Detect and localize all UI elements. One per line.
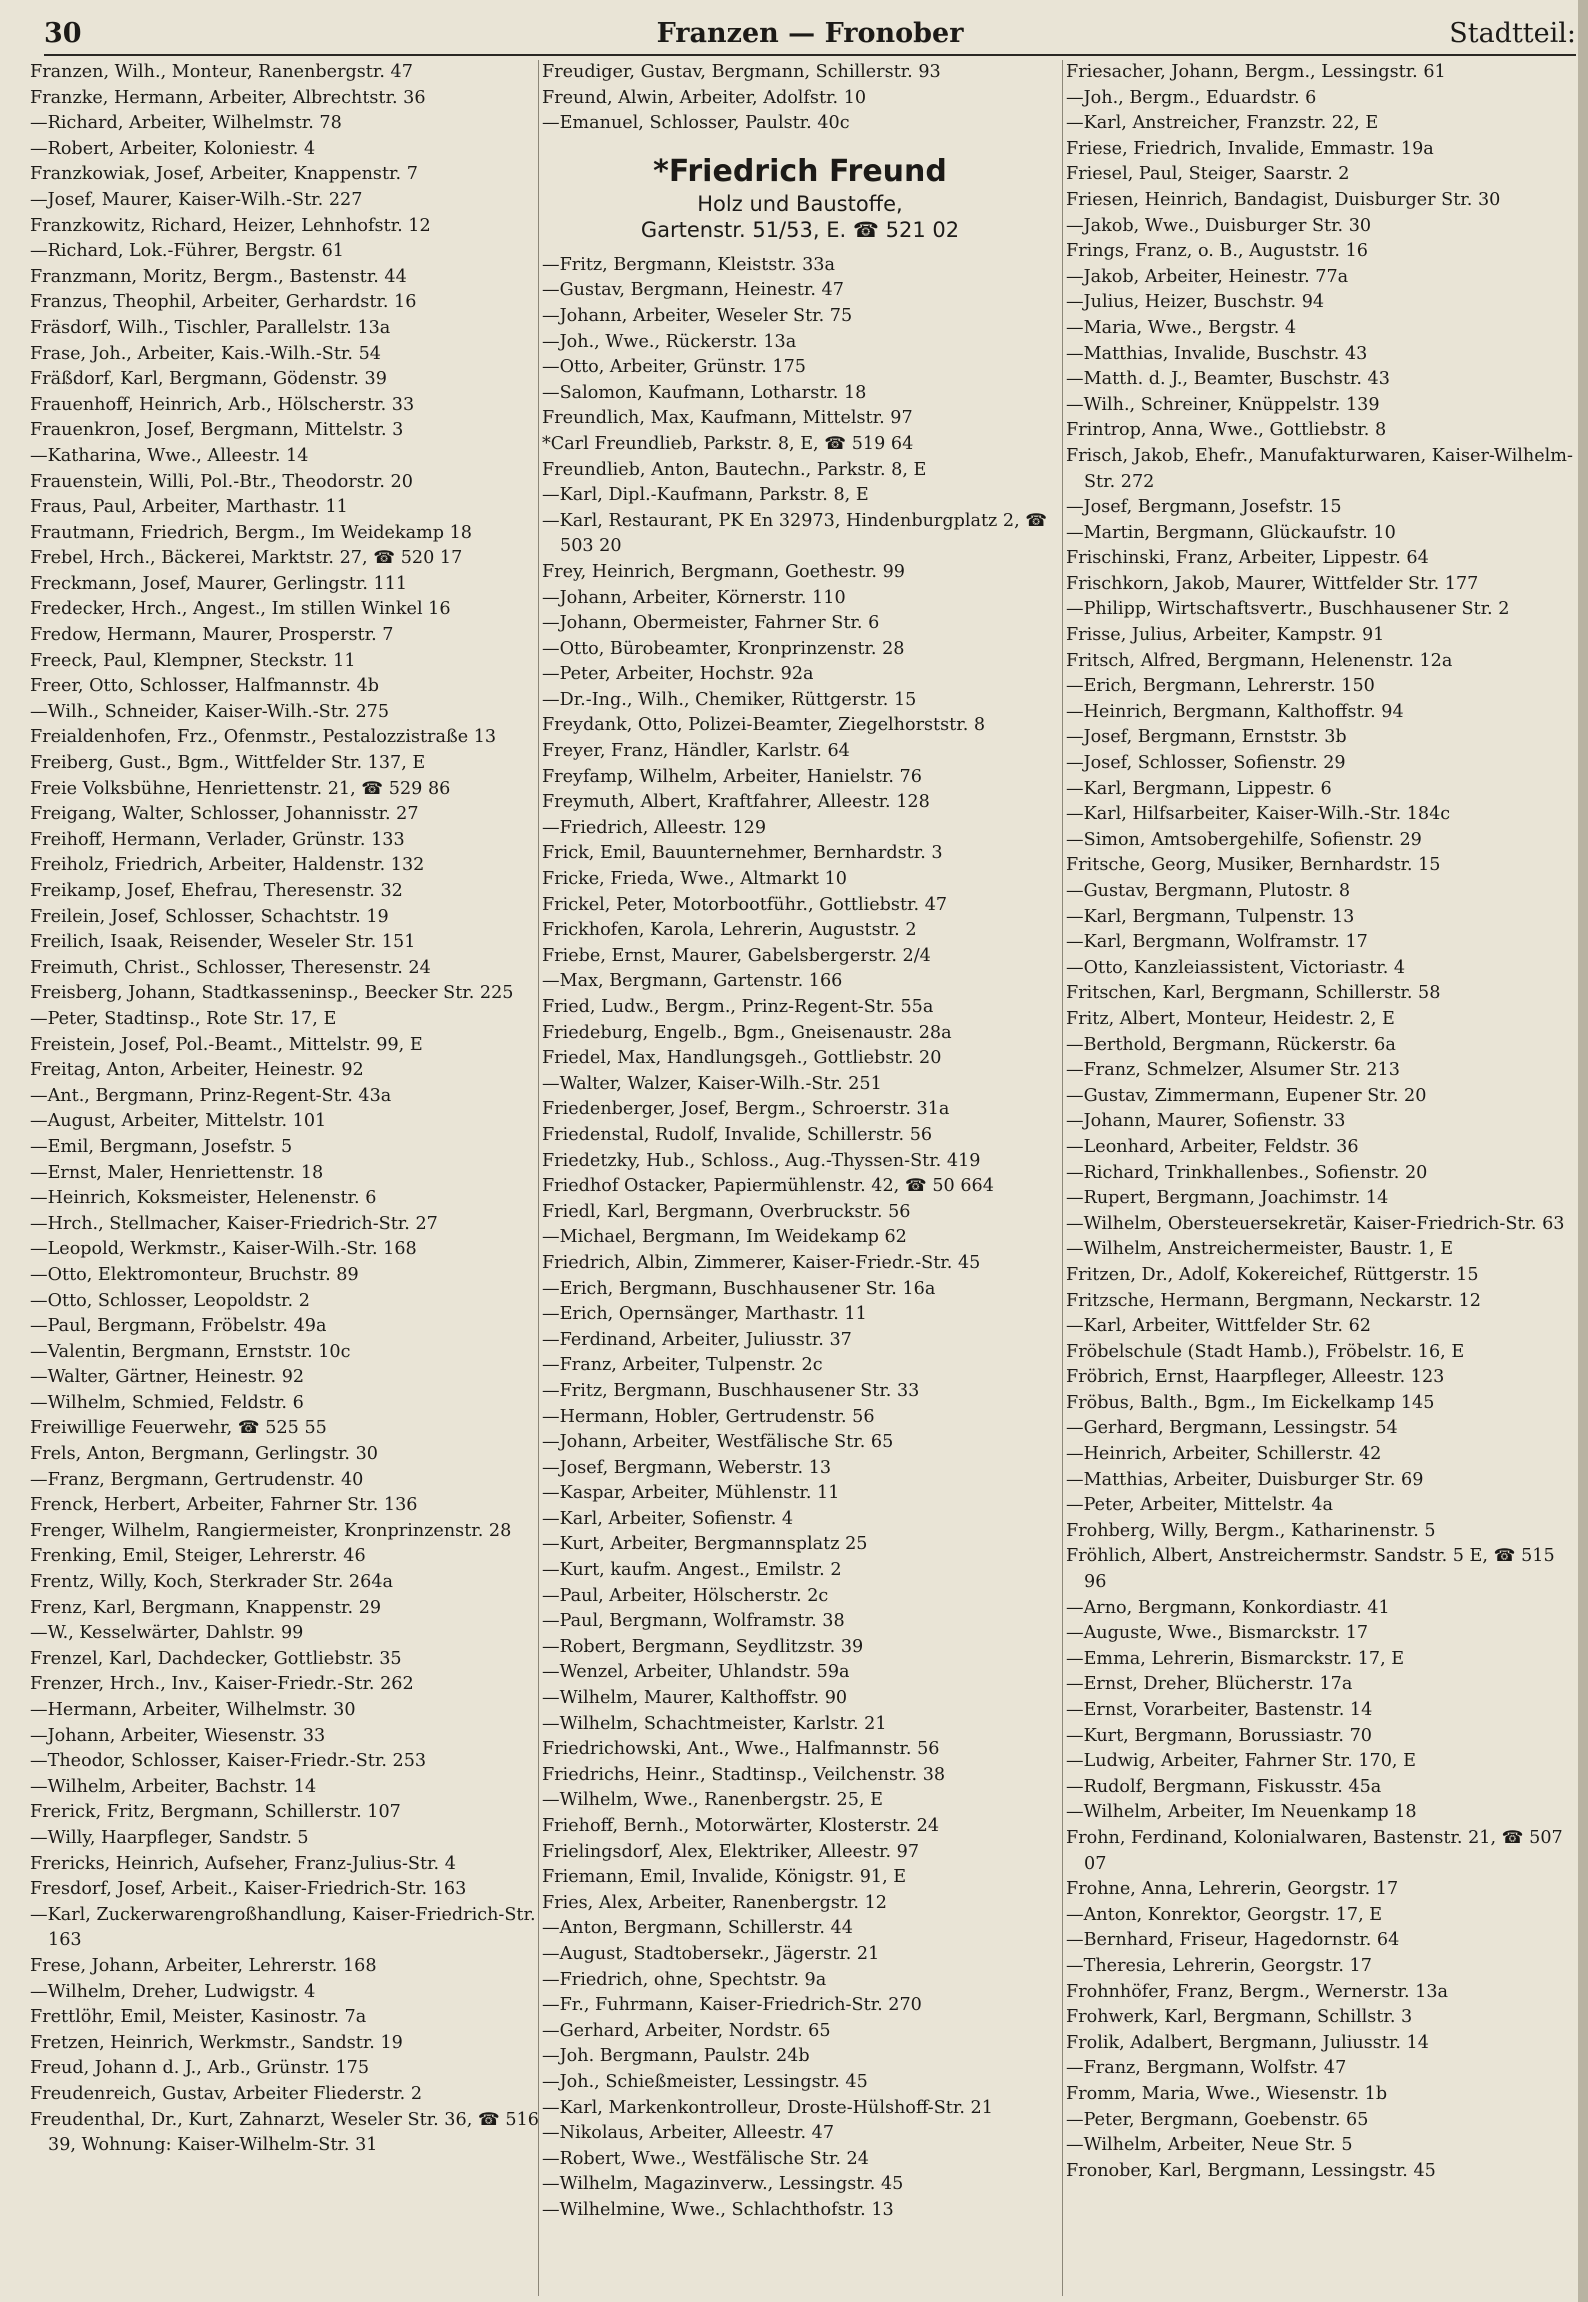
directory-entry: Fritsch, Alfred, Bergmann, Helenenstr. 12a [1066, 650, 1453, 671]
directory-entry: —Paul, Arbeiter, Hölscherstr. 2c [542, 1585, 829, 1606]
directory-entry: —Katharina, Wwe., Alleestr. 14 [30, 445, 309, 466]
directory-entry: Franzke, Hermann, Arbeiter, Albrechtstr. 36 [30, 87, 426, 108]
directory-entry: Freiholz, Friedrich, Arbeiter, Haldenstr. 132 [30, 855, 425, 876]
directory-entry: —Peter, Bergmann, Goebenstr. 65 [1066, 2109, 1369, 2130]
directory-entry: —Erich, Bergmann, Buschhausener Str. 16a [542, 1278, 936, 1299]
directory-entry: Freisberg, Johann, Stadtkasseninsp., Beecker Str. 225 [30, 983, 514, 1004]
directory-entry: —Emanuel, Schlosser, Paulstr. 40c [542, 113, 850, 134]
directory-entry: Freilich, Isaak, Reisender, Weseler Str. 151 [30, 932, 416, 953]
directory-entry: —Kurt, Arbeiter, Bergmannsplatz 25 [542, 1534, 868, 1555]
directory-entry: —Josef, Schlosser, Sofienstr. 29 [1066, 753, 1346, 774]
directory-entry: —Emil, Bergmann, Josefstr. 5 [30, 1136, 293, 1157]
directory-entry: —Heinrich, Koksmeister, Helenenstr. 6 [30, 1188, 377, 1209]
directory-entry: —Karl, Restaurant, PK En 32973, Hindenburgplatz 2, ☎ 503 20 [542, 510, 1048, 557]
directory-entry: Friedrich, Albin, Zimmerer, Kaiser-Friedr.-Str. 45 [542, 1252, 981, 1273]
column-1 [30, 60, 540, 2159]
directory-entry: Frohnhöfer, Franz, Bergm., Wernerstr. 13a [1066, 1981, 1449, 2002]
directory-entry: Frolik, Adalbert, Bergmann, Juliusstr. 14 [1066, 2032, 1429, 2053]
directory-entry: Freilein, Josef, Schlosser, Schachtstr. 19 [30, 906, 389, 927]
directory-entry: —Peter, Arbeiter, Mittelstr. 4a [1066, 1495, 1334, 1516]
directory-entry: Fröbus, Balth., Bgm., Im Eickelkamp 145 [1066, 1392, 1435, 1413]
directory-entry: —Ant., Bergmann, Prinz-Regent-Str. 43a [30, 1085, 392, 1106]
directory-entry: Friesen, Heinrich, Bandagist, Duisburger Str. 30 [1066, 189, 1501, 210]
directory-entry: Frettlöhr, Emil, Meister, Kasinostr. 7a [30, 2007, 367, 2028]
directory-entry: —Walter, Walzer, Kaiser-Wilh.-Str. 251 [542, 1073, 882, 1094]
column-2-entries [542, 253, 1058, 2224]
directory-entry: Freikamp, Josef, Ehefrau, Theresenstr. 32 [30, 881, 403, 901]
directory-entry: —Emma, Lehrerin, Bismarckstr. 17, E [1066, 1648, 1405, 1669]
directory-entry: Fredecker, Hrch., Angest., Im stillen Winkel 16 [30, 599, 451, 620]
directory-entry: —Wilhelmine, Wwe., Schlachthofstr. 13 [542, 2199, 894, 2220]
directory-entry: Fraus, Paul, Arbeiter, Marthastr. 11 [30, 497, 348, 518]
directory-entry: —Peter, Arbeiter, Hochstr. 92a [542, 664, 814, 685]
directory-entry: —Friedrich, Alleestr. 129 [542, 817, 767, 838]
directory-entry: —Fritz, Bergmann, Kleiststr. 33a [542, 254, 835, 275]
directory-entry: —Auguste, Wwe., Bismarckstr. 17 [1066, 1623, 1369, 1644]
directory-entry: —Willy, Haarpfleger, Sandstr. 5 [30, 1827, 309, 1848]
directory-entry: Freundlieb, Anton, Bautechn., Parkstr. 8, E [542, 459, 927, 480]
directory-entry: —Johann, Arbeiter, Westfälische Str. 65 [542, 1432, 894, 1453]
directory-entry: —Josef, Bergmann, Josefstr. 15 [1066, 497, 1342, 518]
directory-entry: —Wilhelm, Arbeiter, Neue Str. 5 [1066, 2135, 1353, 2156]
directory-entry: Frauenkron, Josef, Bergmann, Mittelstr. 3 [30, 420, 404, 441]
directory-entry: —Johann, Arbeiter, Wiesenstr. 33 [30, 1725, 326, 1746]
directory-entry: —Joh., Schießmeister, Lessingstr. 45 [542, 2071, 868, 2092]
directory-entry: Freyfamp, Wilhelm, Arbeiter, Hanielstr. 76 [542, 766, 922, 787]
ad-company-name: *Friedrich Freund [653, 153, 947, 189]
page-header [44, 18, 1576, 52]
directory-entry: —Wilhelm, Arbeiter, Bachstr. 14 [30, 1776, 317, 1797]
directory-entry: Fröhlich, Albert, Anstreichermstr. Sandstr. 5 E, ☎ 515 96 [1066, 1546, 1555, 1593]
directory-entry: Friemann, Emil, Invalide, Königstr. 91, E [542, 1867, 907, 1888]
directory-entry: —Ludwig, Arbeiter, Fahrner Str. 170, E [1066, 1751, 1416, 1772]
directory-entry: Fröbelschule (Stadt Hamb.), Fröbelstr. 16, E [1066, 1341, 1465, 1362]
directory-entry: Fritschen, Karl, Bergmann, Schillerstr. 58 [1066, 983, 1441, 1004]
directory-entry: —August, Arbeiter, Mittelstr. 101 [30, 1111, 327, 1132]
directory-entry: Frohne, Anna, Lehrerin, Georgstr. 17 [1066, 1879, 1399, 1900]
directory-entry: Frenzer, Hrch., Inv., Kaiser-Friedr.-Str. 262 [30, 1674, 414, 1695]
directory-entry: —Leopold, Werkmstr., Kaiser-Wilh.-Str. 168 [30, 1239, 417, 1260]
directory-entry: —Matthias, Invalide, Buschstr. 43 [1066, 343, 1368, 364]
directory-entry: —Richard, Lok.-Führer, Bergstr. 61 [30, 241, 344, 262]
directory-entry: —Joh. Bergmann, Paulstr. 24b [542, 2046, 810, 2067]
directory-entry: —Franz, Bergmann, Wolfstr. 47 [1066, 2058, 1347, 2079]
directory-entry: Frenz, Karl, Bergmann, Knappenstr. 29 [30, 1597, 382, 1618]
directory-entry: —Kaspar, Arbeiter, Mühlenstr. 11 [542, 1483, 840, 1504]
directory-entry: Franzus, Theophil, Arbeiter, Gerhardstr. 16 [30, 292, 417, 313]
directory-entry: —Josef, Maurer, Kaiser-Wilh.-Str. 227 [30, 189, 363, 210]
directory-entry: —Wilhelm, Obersteuersekretär, Kaiser-Friedrich-Str. 63 [1066, 1213, 1565, 1234]
directory-entry: —Wilhelm, Anstreichermeister, Baustr. 1, E [1066, 1239, 1454, 1260]
directory-entry: —Wilhelm, Schmied, Feldstr. 6 [30, 1392, 304, 1413]
directory-entry: Fritzsche, Hermann, Bergmann, Neckarstr. 12 [1066, 1290, 1481, 1311]
directory-entry: —Robert, Bergmann, Seydlitzstr. 39 [542, 1636, 864, 1657]
directory-entry: Frenking, Emil, Steiger, Lehrerstr. 46 [30, 1546, 366, 1567]
directory-entry: —Johann, Arbeiter, Weseler Str. 75 [542, 305, 853, 326]
directory-entry: Frohwerk, Karl, Bergmann, Schillstr. 3 [1066, 2007, 1413, 2028]
directory-entry: —Dr.-Ing., Wilh., Chemiker, Rüttgerstr. 15 [542, 689, 917, 710]
directory-entry: —Gustav, Bergmann, Heinestr. 47 [542, 280, 844, 301]
directory-entry: —Karl, Bergmann, Lippestr. 6 [1066, 778, 1332, 799]
directory-entry: Freudenthal, Dr., Kurt, Zahnarzt, Weseler Str. 36, ☎ 516 39, Wohnung: Kaiser-Wilhelm-Str. 31 [30, 2109, 539, 2156]
directory-entry: Freer, Otto, Schlosser, Halfmannstr. 4b [30, 676, 380, 697]
directory-entry: Frintrop, Anna, Wwe., Gottliebstr. 8 [1066, 420, 1387, 441]
directory-entry: —Karl, Hilfsarbeiter, Kaiser-Wilh.-Str. 184c [1066, 804, 1451, 825]
directory-entry: —Heinrich, Bergmann, Kalthoffstr. 94 [1066, 701, 1404, 722]
directory-entry: Frickhofen, Karola, Lehrerin, Auguststr. 2 [542, 920, 917, 941]
directory-entry: Fritsche, Georg, Musiker, Bernhardstr. 15 [1066, 855, 1441, 876]
directory-entry: Fries, Alex, Arbeiter, Ranenbergstr. 12 [542, 1892, 887, 1913]
directory-entry: Friedhof Ostacker, Papiermühlenstr. 42, ☎ 50 664 [542, 1176, 994, 1197]
column-2 [542, 60, 1058, 2224]
ad-line-2: Gartenstr. 51/53, E. ☎ 521 02 [640, 217, 960, 242]
directory-entry: —Gerhard, Arbeiter, Nordstr. 65 [542, 2020, 831, 2041]
directory-entry: —Arno, Bergmann, Konkordiastr. 41 [1066, 1597, 1390, 1618]
directory-entry: Fritzen, Dr., Adolf, Kokereichef, Rüttgerstr. 15 [1066, 1264, 1479, 1285]
section-label: Stadtteil: [1449, 18, 1576, 49]
directory-entry: —Otto, Kanzleiassistent, Victoriastr. 4 [1066, 957, 1406, 978]
directory-entry: —Franz, Bergmann, Gertrudenstr. 40 [30, 1469, 364, 1490]
directory-entry: —Salomon, Kaufmann, Lotharstr. 18 [542, 382, 867, 403]
directory-entry: —Ferdinand, Arbeiter, Juliusstr. 37 [542, 1329, 852, 1350]
directory-entry: Frautmann, Friedrich, Bergm., Im Weidekamp 18 [30, 522, 472, 543]
directory-entry: Frisch, Jakob, Ehefr., Manufakturwaren, Kaiser-Wilhelm-Str. 272 [1066, 445, 1573, 492]
directory-entry: —Friedrich, ohne, Spechtstr. 9a [542, 1969, 827, 1990]
directory-entry: Frischkorn, Jakob, Maurer, Wittfelder Str. 177 [1066, 573, 1479, 594]
directory-entry: Freymuth, Albert, Kraftfahrer, Alleestr. 128 [542, 792, 930, 813]
directory-entry: Fräßdorf, Karl, Bergmann, Gödenstr. 39 [30, 369, 387, 390]
directory-entry: Freyer, Franz, Händler, Karlstr. 64 [542, 741, 850, 762]
directory-entry: Frenck, Herbert, Arbeiter, Fahrner Str. 136 [30, 1495, 418, 1516]
directory-entry: Fröbrich, Ernst, Haarpfleger, Alleestr. 123 [1066, 1367, 1445, 1388]
directory-entry: Freudiger, Gustav, Bergmann, Schillerstr. 93 [542, 62, 941, 82]
directory-entry: Fresdorf, Josef, Arbeit., Kaiser-Friedrich-Str. 163 [30, 1879, 467, 1900]
directory-entry: Frielingsdorf, Alex, Elektriker, Alleestr. 97 [542, 1841, 920, 1862]
directory-entry: —Maria, Wwe., Bergstr. 4 [1066, 317, 1297, 338]
directory-entry: —Robert, Arbeiter, Koloniestr. 4 [30, 138, 316, 159]
advertisement [542, 153, 1058, 243]
directory-entry: Friedetzky, Hub., Schloss., Aug.-Thyssen-Str. 419 [542, 1150, 981, 1171]
directory-entry: Franzen, Wilh., Monteur, Ranenbergstr. 47 [30, 62, 413, 82]
directory-entry: —Jakob, Wwe., Duisburger Str. 30 [1066, 215, 1372, 236]
directory-entry: —Leonhard, Arbeiter, Feldstr. 36 [1066, 1136, 1359, 1157]
directory-entry: Friedenstal, Rudolf, Invalide, Schillerstr. 56 [542, 1124, 933, 1145]
directory-entry: —Paul, Bergmann, Fröbelstr. 49a [30, 1316, 327, 1337]
directory-entry: —Erich, Opernsänger, Marthastr. 11 [542, 1304, 867, 1325]
directory-entry: Freckmann, Josef, Maurer, Gerlingstr. 111 [30, 573, 408, 594]
directory-entry: Friedenberger, Josef, Bergm., Schroerstr. 31a [542, 1099, 950, 1120]
directory-entry: —Gustav, Zimmermann, Eupener Str. 20 [1066, 1085, 1427, 1106]
directory-entry: Frohn, Ferdinand, Kolonialwaren, Bastenstr. 21, ☎ 507 07 [1066, 1827, 1563, 1874]
directory-entry: —Wilh., Schneider, Kaiser-Wilh.-Str. 275 [30, 701, 390, 722]
directory-entry: Frase, Joh., Arbeiter, Kais.-Wilh.-Str. 54 [30, 343, 381, 364]
directory-entry: Frenger, Wilhelm, Rangiermeister, Kronprinzenstr. 28 [30, 1520, 512, 1541]
directory-entry: Freud, Johann d. J., Arb., Grünstr. 175 [30, 2058, 370, 2079]
directory-entry: Freigang, Walter, Schlosser, Johannisstr. 27 [30, 804, 419, 825]
directory-entry: —Josef, Bergmann, Ernststr. 3b [1066, 727, 1347, 748]
directory-entry: Frauenhoff, Heinrich, Arb., Hölscherstr. 33 [30, 394, 415, 415]
directory-entry: —Otto, Bürobeamter, Kronprinzenstr. 28 [542, 638, 905, 659]
directory-entry: —Nikolaus, Arbeiter, Alleestr. 47 [542, 2123, 835, 2144]
directory-entry: Freiwillige Feuerwehr, ☎ 525 55 [30, 1418, 327, 1439]
directory-entry: —August, Stadtobersekr., Jägerstr. 21 [542, 1943, 880, 1964]
directory-entry: Freydank, Otto, Polizei-Beamter, Ziegelhorststr. 8 [542, 715, 986, 736]
directory-entry: —Kurt, kaufm. Angest., Emilstr. 2 [542, 1560, 842, 1581]
directory-entry: Fromm, Maria, Wwe., Wiesenstr. 1b [1066, 2083, 1388, 2104]
directory-entry: —Julius, Heizer, Buschstr. 94 [1066, 292, 1325, 313]
directory-entry: Frauenstein, Willi, Pol.-Btr., Theodorstr. 20 [30, 471, 413, 492]
directory-entry: —Josef, Bergmann, Weberstr. 13 [542, 1457, 832, 1478]
directory-entry: —Robert, Wwe., Westfälische Str. 24 [542, 2148, 869, 2169]
directory-entry: Fretzen, Heinrich, Werkmstr., Sandstr. 19 [30, 2032, 403, 2053]
directory-entry: Fräsdorf, Wilh., Tischler, Parallelstr. 13a [30, 317, 391, 338]
directory-entry: —Peter, Stadtinsp., Rote Str. 17, E [30, 1008, 337, 1029]
directory-entry: Freihoff, Hermann, Verlader, Grünstr. 133 [30, 829, 405, 850]
directory-entry: —Berthold, Bergmann, Rückerstr. 6a [1066, 1034, 1396, 1055]
directory-entry: Fredow, Hermann, Maurer, Prosperstr. 7 [30, 625, 394, 646]
directory-entry: Frisse, Julius, Arbeiter, Kampstr. 91 [1066, 625, 1385, 646]
directory-entry: —Fr., Fuhrmann, Kaiser-Friedrich-Str. 270 [542, 1995, 922, 2016]
directory-entry: Fronober, Karl, Bergmann, Lessingstr. 45 [1066, 2160, 1436, 2181]
header-rule [44, 54, 1576, 56]
directory-entry: —Franz, Schmelzer, Alsumer Str. 213 [1066, 1060, 1400, 1081]
directory-entry: —Fritz, Bergmann, Buschhausener Str. 33 [542, 1380, 920, 1401]
page-title: Franzen — Fronober [656, 18, 964, 49]
column-divider-2 [1062, 60, 1063, 2296]
directory-entry: —Matth. d. J., Beamter, Buschstr. 43 [1066, 369, 1390, 390]
directory-entry: —Karl, Bergmann, Wolframstr. 17 [1066, 932, 1368, 953]
directory-entry: —Paul, Bergmann, Wolframstr. 38 [542, 1611, 845, 1632]
directory-entry: Franzkowitz, Richard, Heizer, Lehnhofstr. 12 [30, 215, 431, 236]
directory-entry: —Hrch., Stellmacher, Kaiser-Friedrich-Str. 27 [30, 1213, 438, 1234]
directory-entry: Friedl, Karl, Bergmann, Overbruckstr. 56 [542, 1201, 911, 1222]
column-3 [1066, 60, 1582, 2184]
directory-entry: Friehoff, Bernh., Motorwärter, Klosterstr. 24 [542, 1816, 940, 1836]
directory-entry: Friese, Friedrich, Invalide, Emmastr. 19a [1066, 138, 1434, 159]
directory-entry: —Wilhelm, Wwe., Ranenbergstr. 25, E [542, 1790, 883, 1811]
directory-entry: Friedel, Max, Handlungsgeh., Gottliebstr. 20 [542, 1048, 942, 1069]
directory-entry: —Karl, Anstreicher, Franzstr. 22, E [1066, 113, 1379, 134]
directory-entry: —Wilhelm, Magazinverw., Lessingstr. 45 [542, 2174, 904, 2195]
directory-entry: —Simon, Amtsobergehilfe, Sofienstr. 29 [1066, 829, 1422, 850]
directory-entry: Freudenreich, Gustav, Arbeiter Fliederstr. 2 [30, 2083, 423, 2104]
directory-entry: Friedrichowski, Ant., Wwe., Halfmannstr. 56 [542, 1739, 940, 1760]
directory-entry: —Otto, Arbeiter, Grünstr. 175 [542, 357, 806, 378]
directory-entry: Freund, Alwin, Arbeiter, Adolfstr. 10 [542, 87, 867, 108]
directory-entry: —Rupert, Bergmann, Joachimstr. 14 [1066, 1188, 1389, 1209]
column-2-top-entries [542, 60, 1058, 137]
directory-entry: Friedrichs, Heinr., Stadtinsp., Veilchenstr. 38 [542, 1764, 946, 1785]
directory-entry: —Karl, Bergmann, Tulpenstr. 13 [1066, 906, 1355, 927]
directory-entry: —Richard, Arbeiter, Wilhelmstr. 78 [30, 113, 342, 134]
directory-entry: Frentz, Willy, Koch, Sterkrader Str. 264a [30, 1572, 393, 1593]
directory-entry: —Jakob, Arbeiter, Heinestr. 77a [1066, 266, 1349, 287]
directory-entry: —Johann, Obermeister, Fahrner Str. 6 [542, 613, 880, 634]
directory-entry: —Anton, Bergmann, Schillerstr. 44 [542, 1918, 853, 1939]
directory-entry: Franzmann, Moritz, Bergm., Bastenstr. 44 [30, 266, 407, 287]
directory-entry: Freiberg, Gust., Bgm., Wittfelder Str. 137, E [30, 753, 426, 774]
directory-entry: Fritz, Albert, Monteur, Heidestr. 2, E [1066, 1008, 1395, 1029]
directory-entry: —Karl, Arbeiter, Sofienstr. 4 [542, 1508, 794, 1529]
directory-entry: —Wenzel, Arbeiter, Uhlandstr. 59a [542, 1662, 850, 1683]
directory-entry: Freeck, Paul, Klempner, Steckstr. 11 [30, 650, 356, 671]
directory-entry: Frenzel, Karl, Dachdecker, Gottliebstr. 35 [30, 1648, 402, 1669]
directory-entry: —Otto, Elektromonteur, Bruchstr. 89 [30, 1264, 359, 1285]
directory-entry: —Matthias, Arbeiter, Duisburger Str. 69 [1066, 1469, 1424, 1490]
directory-entry: —Martin, Bergmann, Glückaufstr. 10 [1066, 522, 1396, 543]
directory-entry: —Karl, Arbeiter, Wittfelder Str. 62 [1066, 1316, 1371, 1337]
directory-entry: —Theodor, Schlosser, Kaiser-Friedr.-Str. 253 [30, 1751, 427, 1772]
directory-entry: Freialdenhofen, Frz., Ofenmstr., Pestalozzistraße 13 [30, 727, 497, 748]
directory-entry: —Karl, Markenkontrolleur, Droste-Hülshoff-Str. 21 [542, 2097, 993, 2118]
directory-entry: —Max, Bergmann, Gartenstr. 166 [542, 971, 843, 992]
directory-entry: Frick, Emil, Bauunternehmer, Bernhardstr. 3 [542, 843, 943, 864]
directory-entry: Friesel, Paul, Steiger, Saarstr. 2 [1066, 164, 1350, 185]
directory-entry: Frey, Heinrich, Bergmann, Goethestr. 99 [542, 561, 905, 582]
directory-entry: *Carl Freundlieb, Parkstr. 8, E, ☎ 519 64 [542, 433, 914, 454]
directory-entry: Frericks, Heinrich, Aufseher, Franz-Julius-Str. 4 [30, 1853, 456, 1874]
directory-entry: —Hermann, Arbeiter, Wilhelmstr. 30 [30, 1700, 356, 1720]
directory-entry: —Ernst, Vorarbeiter, Bastenstr. 14 [1066, 1700, 1373, 1720]
directory-entry: Freie Volksbühne, Henriettenstr. 21, ☎ 529 86 [30, 778, 451, 799]
directory-entry: —Karl, Dipl.-Kaufmann, Parkstr. 8, E [542, 485, 869, 506]
directory-entry: —Gustav, Bergmann, Plutostr. 8 [1066, 881, 1351, 901]
directory-entry: Freistein, Josef, Pol.-Beamt., Mittelstr. 99, E [30, 1034, 423, 1055]
directory-entry: Friesacher, Johann, Bergm., Lessingstr. 61 [1066, 62, 1446, 82]
directory-entry: —Ernst, Maler, Henriettenstr. 18 [30, 1162, 324, 1183]
ad-line-1: Holz und Baustoffe, [697, 191, 903, 216]
directory-entry: —Bernhard, Friseur, Hagedornstr. 64 [1066, 1930, 1400, 1951]
directory-entry: Frischinski, Franz, Arbeiter, Lippestr. 64 [1066, 548, 1429, 569]
directory-entry: —Wilhelm, Arbeiter, Im Neuenkamp 18 [1066, 1802, 1417, 1823]
directory-entry: —Rudolf, Bergmann, Fiskusstr. 45a [1066, 1776, 1382, 1797]
directory-entry: —Philipp, Wirtschaftsvertr., Buschhausener Str. 2 [1066, 599, 1510, 620]
directory-entry: —Kurt, Bergmann, Borussiastr. 70 [1066, 1725, 1372, 1746]
directory-entry: —Joh., Bergm., Eduardstr. 6 [1066, 87, 1317, 108]
directory-entry: —Walter, Gärtner, Heinestr. 92 [30, 1367, 305, 1388]
directory-entry: —Wilhelm, Maurer, Kalthoffstr. 90 [542, 1688, 848, 1709]
directory-entry: —Richard, Trinkhallenbes., Sofienstr. 20 [1066, 1162, 1428, 1183]
directory-entry: —Otto, Schlosser, Leopoldstr. 2 [30, 1290, 310, 1311]
directory-entry: —Ernst, Dreher, Blücherstr. 17a [1066, 1674, 1353, 1695]
page-number: 30 [44, 18, 82, 49]
directory-entry: Frels, Anton, Bergmann, Gerlingstr. 30 [30, 1444, 378, 1465]
directory-entry: Frese, Johann, Arbeiter, Lehrerstr. 168 [30, 1955, 377, 1976]
directory-entry: —Johann, Arbeiter, Körnerstr. 110 [542, 587, 846, 608]
directory-entry: —Gerhard, Bergmann, Lessingstr. 54 [1066, 1418, 1398, 1439]
directory-entry: —Hermann, Hobler, Gertrudenstr. 56 [542, 1406, 875, 1427]
directory-entry: —Joh., Wwe., Rückerstr. 13a [542, 331, 797, 352]
directory-entry: —Johann, Maurer, Sofienstr. 33 [1066, 1111, 1346, 1132]
directory-entry: Fried, Ludw., Bergm., Prinz-Regent-Str. 55a [542, 997, 934, 1017]
directory-entry: Fricke, Frieda, Wwe., Altmarkt 10 [542, 869, 847, 890]
directory-entry: —Erich, Bergmann, Lehrerstr. 150 [1066, 676, 1375, 697]
directory-entry: Freundlich, Max, Kaufmann, Mittelstr. 97 [542, 408, 913, 429]
directory-entry: Friedeburg, Engelb., Bgm., Gneisenaustr. 28a [542, 1022, 952, 1043]
directory-entry: Freitag, Anton, Arbeiter, Heinestr. 92 [30, 1060, 364, 1081]
directory-entry: Frerick, Fritz, Bergmann, Schillerstr. 107 [30, 1802, 401, 1823]
directory-entry: —Wilhelm, Schachtmeister, Karlstr. 21 [542, 1713, 887, 1734]
directory-entry: Frings, Franz, o. B., Auguststr. 16 [1066, 241, 1368, 262]
directory-entry: Frohberg, Willy, Bergm., Katharinenstr. 5 [1066, 1520, 1436, 1541]
directory-entry: —Anton, Konrektor, Georgstr. 17, E [1066, 1904, 1383, 1925]
directory-entry: —Karl, Zuckerwarengroßhandlung, Kaiser-Friedrich-Str. 163 [30, 1904, 536, 1951]
directory-entry: —W., Kesselwärter, Dahlstr. 99 [30, 1623, 304, 1644]
directory-entry: Franzkowiak, Josef, Arbeiter, Knappenstr. 7 [30, 164, 418, 185]
directory-entry: —Wilh., Schreiner, Knüppelstr. 139 [1066, 394, 1380, 415]
directory-entry: —Franz, Arbeiter, Tulpenstr. 2c [542, 1355, 823, 1376]
directory-entry: Frickel, Peter, Motorbootführ., Gottliebstr. 47 [542, 894, 948, 915]
directory-entry: —Michael, Bergmann, Im Weidekamp 62 [542, 1227, 907, 1248]
directory-entry: —Valentin, Bergmann, Ernststr. 10c [30, 1341, 351, 1362]
page-edge [1578, 0, 1588, 2302]
directory-entry: Frebel, Hrch., Bäckerei, Marktstr. 27, ☎ 520 17 [30, 548, 463, 569]
directory-entry: Freimuth, Christ., Schlosser, Theresenstr. 24 [30, 957, 431, 978]
directory-entry: —Wilhelm, Dreher, Ludwigstr. 4 [30, 1981, 316, 2002]
directory-entry: —Heinrich, Arbeiter, Schillerstr. 42 [1066, 1444, 1382, 1465]
directory-entry: Friebe, Ernst, Maurer, Gabelsbergerstr. 2/4 [542, 945, 931, 966]
directory-entry: —Theresia, Lehrerin, Georgstr. 17 [1066, 1955, 1372, 1976]
